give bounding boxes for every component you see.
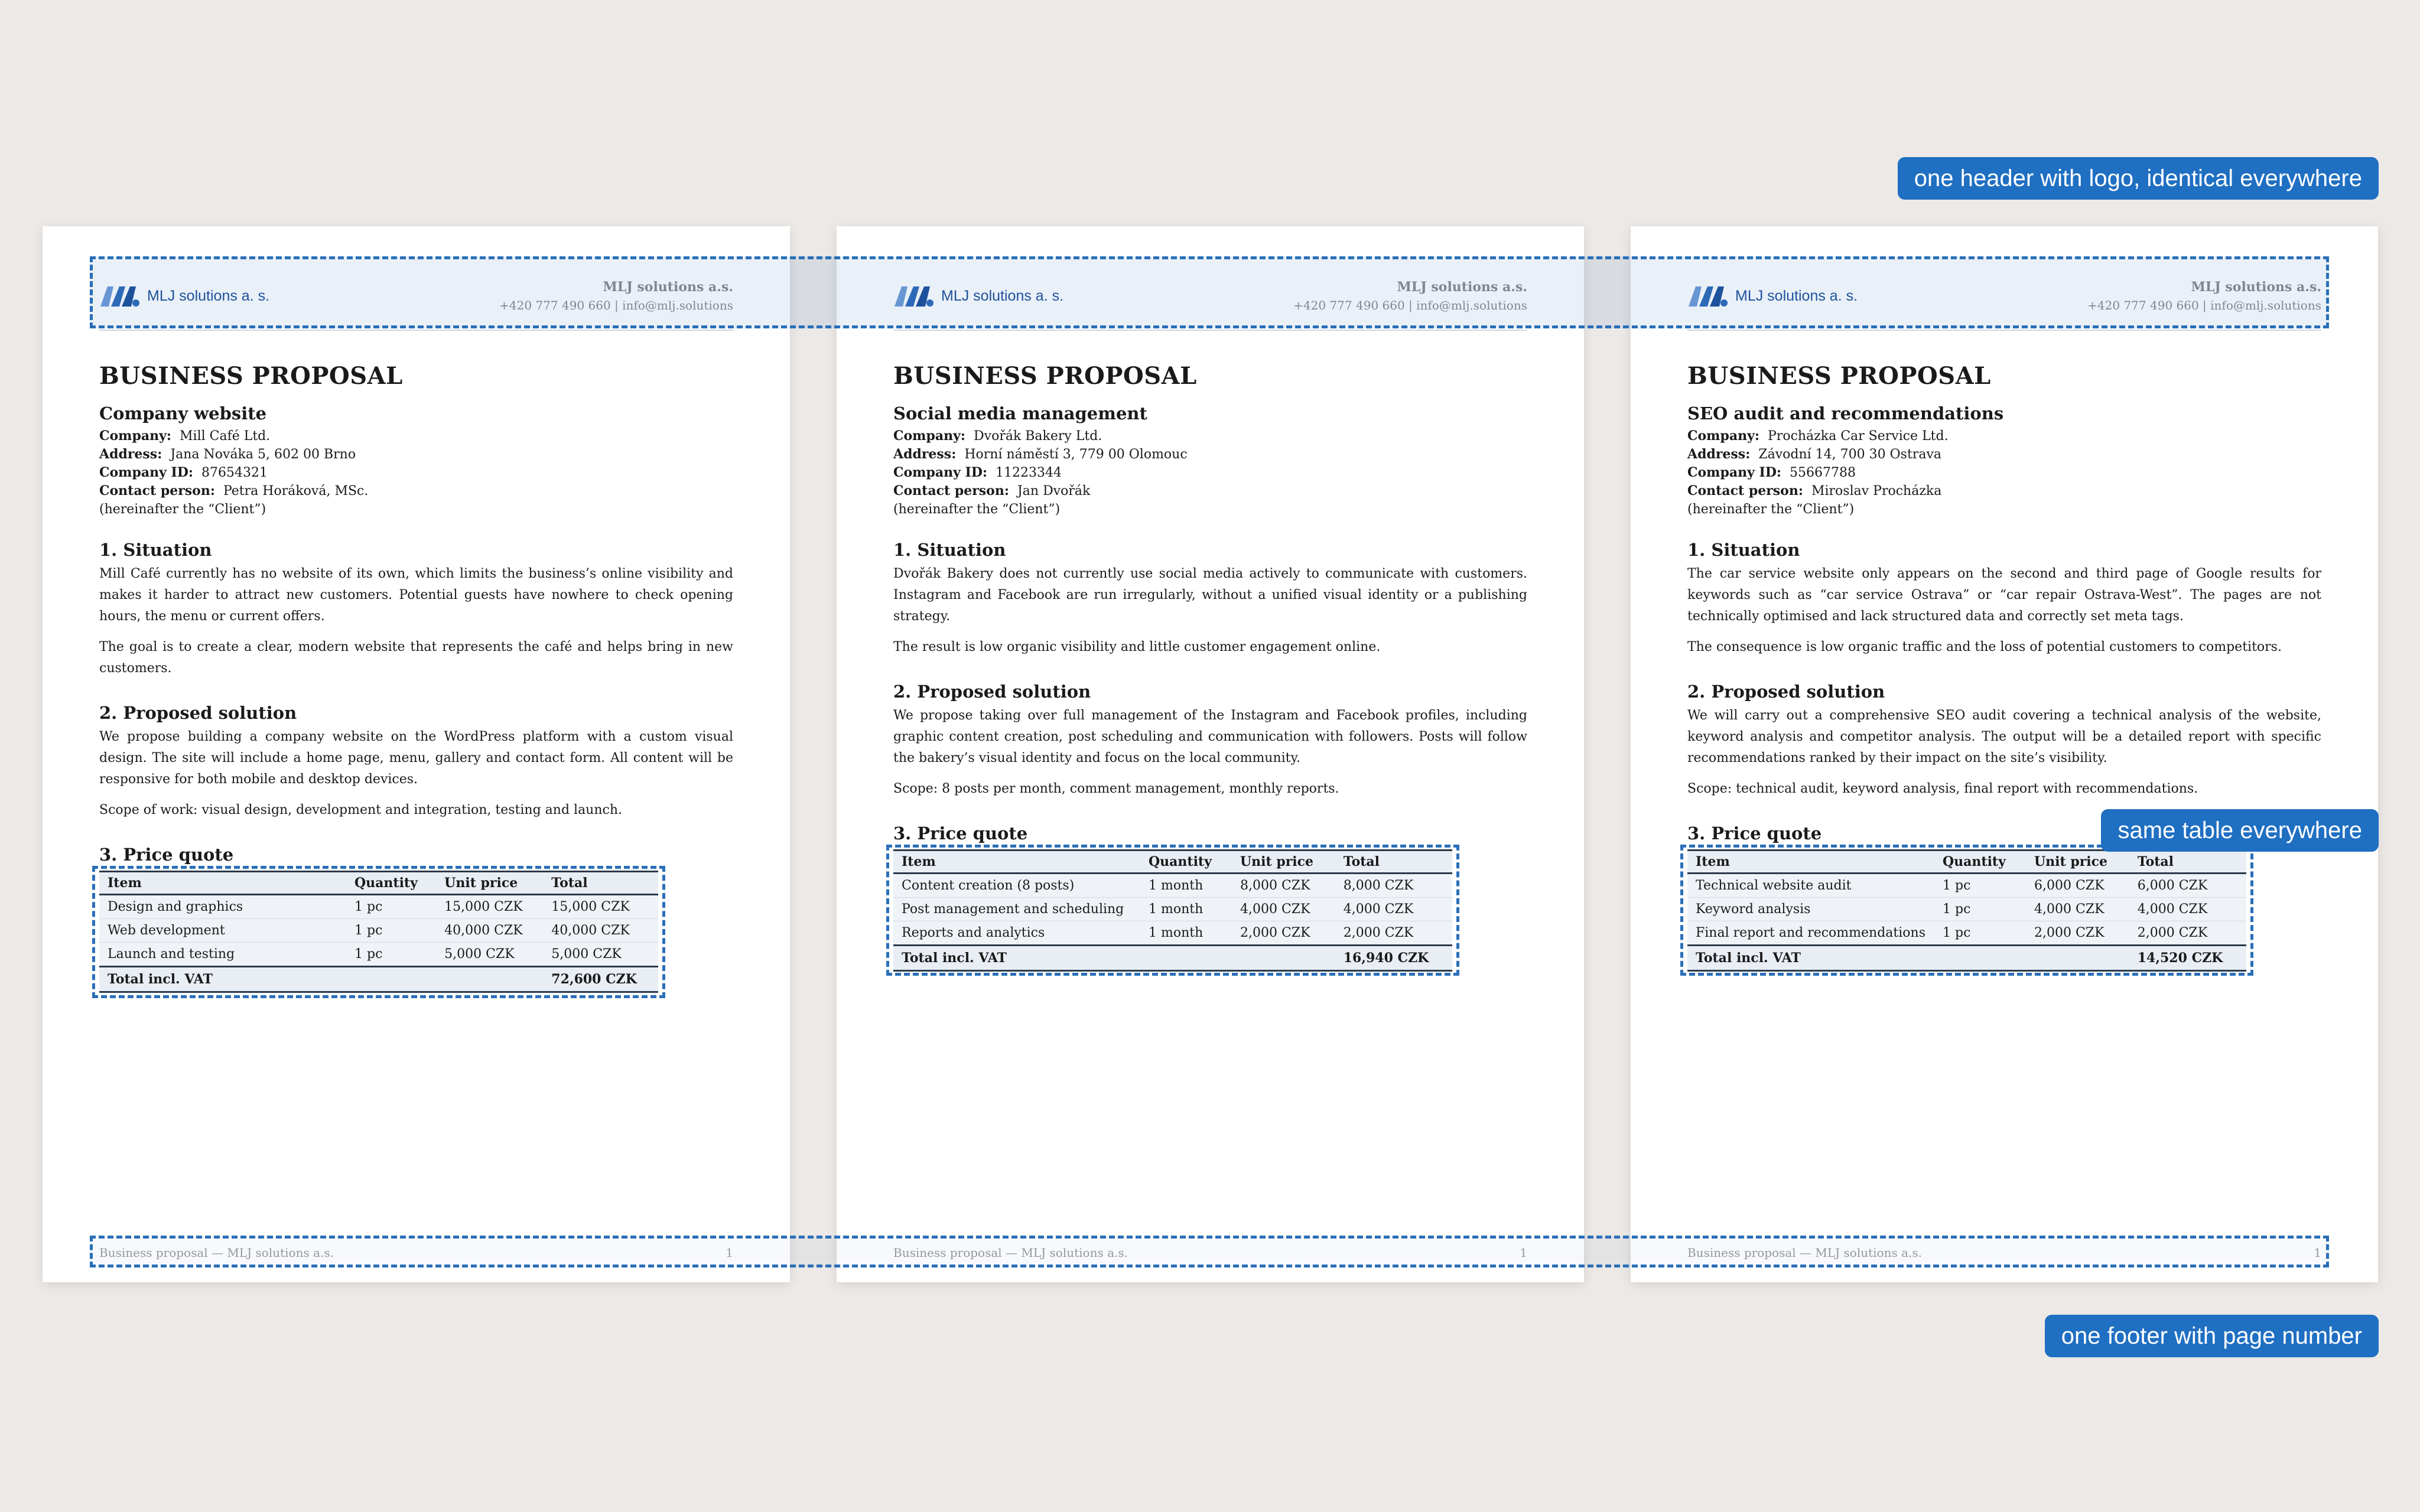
section-situation-heading: 1. Situation bbox=[893, 540, 1006, 560]
situation-paragraph: Dvořák Bakery does not currently use social media actively to communicate with customers. Instagram and Facebook are run irregularly, without a unified visual identity or a publishing strategy. bbox=[893, 566, 1527, 624]
col-total: Total bbox=[1335, 850, 1452, 874]
header-divider bbox=[1687, 330, 2321, 331]
proposal-page-1 bbox=[43, 226, 790, 1282]
section-solution-heading: 2. Proposed solution bbox=[1687, 682, 1885, 702]
row-item: Keyword analysis bbox=[1687, 898, 1934, 921]
company-label: Company: bbox=[99, 428, 171, 444]
row-unit-price: 2,000 CZK bbox=[1232, 921, 1335, 946]
row-total: 2,000 CZK bbox=[1335, 921, 1452, 946]
client-details bbox=[1687, 427, 2321, 519]
table-highlight-1 bbox=[92, 866, 665, 998]
row-item: Web development bbox=[99, 919, 346, 943]
row-item: Content creation (8 posts) bbox=[893, 874, 1140, 898]
client-address: Horní náměstí 3, 779 00 Olomouc bbox=[964, 447, 1188, 462]
footer-highlight-band bbox=[90, 1236, 2329, 1267]
row-quantity: 1 pc bbox=[1934, 898, 2026, 921]
col-quantity: Quantity bbox=[1934, 850, 2026, 874]
solution-paragraph: Scope: technical audit, keyword analysis, final report with recommendations. bbox=[1687, 781, 2198, 796]
header-contact: +420 777 490 660 | info@mlj.solutions bbox=[1293, 298, 1527, 312]
row-unit-price: 4,000 CZK bbox=[2026, 898, 2129, 921]
header-contact: +420 777 490 660 | info@mlj.solutions bbox=[2087, 298, 2321, 312]
total-label: Total incl. VAT bbox=[1687, 946, 1934, 971]
hereinafter-note: (hereinafter the “Client”) bbox=[893, 502, 1061, 517]
row-quantity: 1 pc bbox=[346, 943, 436, 967]
row-total: 6,000 CZK bbox=[2129, 874, 2246, 898]
situation-paragraph: The goal is to create a clear, modern website that represents the café and helps bring in new customers. bbox=[99, 640, 733, 676]
row-item: Final report and recommendations bbox=[1687, 921, 1934, 946]
proposal-subject: Company website bbox=[99, 403, 267, 423]
section-situation-heading: 1. Situation bbox=[99, 540, 212, 560]
document-title: BUSINESS PROPOSAL bbox=[893, 362, 1197, 390]
company-label: Company: bbox=[893, 428, 965, 444]
col-unit-price: Unit price bbox=[2026, 850, 2129, 874]
row-quantity: 1 pc bbox=[346, 919, 436, 943]
row-quantity: 1 pc bbox=[1934, 921, 2026, 946]
hereinafter-note: (hereinafter the “Client”) bbox=[1687, 502, 1855, 517]
address-label: Address: bbox=[893, 447, 957, 462]
row-quantity: 1 month bbox=[1140, 898, 1232, 921]
col-unit-price: Unit price bbox=[436, 872, 543, 895]
client-address: Závodní 14, 700 30 Ostrava bbox=[1758, 447, 1941, 462]
col-quantity: Quantity bbox=[1140, 850, 1232, 874]
col-item: Item bbox=[893, 850, 1140, 874]
logo-text: MLJ solutions a. s. bbox=[1735, 288, 1858, 304]
client-details bbox=[893, 427, 1527, 519]
situation-paragraph: Mill Café currently has no website of its own, which limits the business’s online visibility and makes it harder to attract new customers. Potential guests have nowhere to check opening hours, the menu or current offers. bbox=[99, 566, 733, 624]
situation-paragraph: The car service website only appears on the second and third page of Google results for keywords such as “car service Ostrava” or “car repair Ostrava-West”. The pages are not technically optimised and lack structured data and correctly set meta tags. bbox=[1687, 566, 2321, 624]
row-total: 2,000 CZK bbox=[2129, 921, 2246, 946]
proposal-page-2 bbox=[837, 226, 1584, 1282]
grand-total: 72,600 CZK bbox=[543, 967, 658, 992]
company-id-label: Company ID: bbox=[893, 465, 988, 480]
row-quantity: 1 pc bbox=[346, 895, 436, 919]
header-contact: +420 777 490 660 | info@mlj.solutions bbox=[499, 298, 733, 312]
row-unit-price: 5,000 CZK bbox=[436, 943, 543, 967]
logo-text: MLJ solutions a. s. bbox=[147, 288, 270, 304]
row-total: 8,000 CZK bbox=[1335, 874, 1452, 898]
client-company-id: 87654321 bbox=[201, 465, 268, 480]
solution-paragraph: We propose building a company website on the WordPress platform with a custom visual design. The site will include a home page, menu, gallery and contact form. All content will be responsive for both mobile and desktop devices. bbox=[99, 729, 733, 787]
callout-header: one header with logo, identical everywhere bbox=[1898, 157, 2379, 200]
row-quantity: 1 month bbox=[1140, 921, 1232, 946]
grand-total: 14,520 CZK bbox=[2129, 946, 2246, 971]
grand-total: 16,940 CZK bbox=[1335, 946, 1452, 971]
solution-paragraph: Scope: 8 posts per month, comment management, monthly reports. bbox=[893, 781, 1339, 796]
header-divider bbox=[99, 330, 733, 331]
footer-text: Business proposal — MLJ solutions a.s. bbox=[99, 1246, 334, 1260]
col-total: Total bbox=[2129, 850, 2246, 874]
address-label: Address: bbox=[99, 447, 162, 462]
solution-paragraph: We propose taking over full management of the Instagram and Facebook profiles, including graphic content creation, post scheduling and communication with followers. Posts will follow the bakery’s visual identity and focus on the local community. bbox=[893, 708, 1527, 765]
footer-page-number: 1 bbox=[726, 1246, 733, 1260]
callout-table: same table everywhere bbox=[2101, 809, 2379, 852]
hereinafter-note: (hereinafter the “Client”) bbox=[99, 502, 266, 517]
client-address: Jana Nováka 5, 602 00 Brno bbox=[170, 447, 356, 462]
section-situation-heading: 1. Situation bbox=[1687, 540, 1800, 560]
header-company: MLJ solutions a.s. bbox=[603, 279, 733, 295]
client-company: Mill Café Ltd. bbox=[180, 429, 271, 444]
row-total: 4,000 CZK bbox=[2129, 898, 2246, 921]
total-label: Total incl. VAT bbox=[99, 967, 346, 992]
proposal-page-3 bbox=[1631, 226, 2378, 1282]
header-company: MLJ solutions a.s. bbox=[2191, 279, 2321, 295]
footer-text: Business proposal — MLJ solutions a.s. bbox=[893, 1246, 1128, 1260]
row-unit-price: 15,000 CZK bbox=[436, 895, 543, 919]
row-quantity: 1 month bbox=[1140, 874, 1232, 898]
row-quantity: 1 pc bbox=[1934, 874, 2026, 898]
row-item: Launch and testing bbox=[99, 943, 346, 967]
col-unit-price: Unit price bbox=[1232, 850, 1335, 874]
section-price-heading: 3. Price quote bbox=[893, 823, 1028, 843]
client-company: Dvořák Bakery Ltd. bbox=[974, 429, 1102, 444]
row-item: Reports and analytics bbox=[893, 921, 1140, 946]
header-divider bbox=[893, 330, 1527, 331]
header-highlight-band bbox=[90, 256, 2329, 328]
table-highlight-2 bbox=[886, 845, 1459, 976]
row-total: 4,000 CZK bbox=[1335, 898, 1452, 921]
client-contact-person: Miroslav Procházka bbox=[1811, 484, 1942, 498]
row-total: 40,000 CZK bbox=[543, 919, 658, 943]
solution-paragraph: We will carry out a comprehensive SEO audit covering a technical analysis of the website, keyword analysis and competitor analysis. The output will be a detailed report with specific recommendations ranked by their impact on the site’s visibility. bbox=[1687, 708, 2321, 765]
contact-person-label: Contact person: bbox=[893, 483, 1009, 498]
contact-person-label: Contact person: bbox=[1687, 483, 1803, 498]
footer-page-number: 1 bbox=[1520, 1246, 1527, 1260]
client-company-id: 55667788 bbox=[1790, 465, 1856, 480]
company-id-label: Company ID: bbox=[99, 465, 194, 480]
row-unit-price: 2,000 CZK bbox=[2026, 921, 2129, 946]
document-title: BUSINESS PROPOSAL bbox=[1687, 362, 1991, 390]
row-unit-price: 4,000 CZK bbox=[1232, 898, 1335, 921]
situation-paragraph: The consequence is low organic traffic and the loss of potential customers to competitors. bbox=[1687, 640, 2282, 654]
solution-paragraph: Scope of work: visual design, development and integration, testing and launch. bbox=[99, 803, 623, 817]
total-label: Total incl. VAT bbox=[893, 946, 1140, 971]
col-total: Total bbox=[543, 872, 658, 895]
contact-person-label: Contact person: bbox=[99, 483, 215, 498]
proposal-subject: Social media management bbox=[893, 403, 1147, 423]
table-highlight-3 bbox=[1680, 845, 2253, 976]
col-item: Item bbox=[1687, 850, 1934, 874]
address-label: Address: bbox=[1687, 447, 1751, 462]
client-contact-person: Jan Dvořák bbox=[1017, 484, 1091, 498]
client-company-id: 11223344 bbox=[996, 465, 1062, 480]
row-unit-price: 8,000 CZK bbox=[1232, 874, 1335, 898]
section-price-heading: 3. Price quote bbox=[99, 845, 234, 865]
section-price-heading: 3. Price quote bbox=[1687, 823, 1822, 843]
section-solution-heading: 2. Proposed solution bbox=[893, 682, 1091, 702]
col-quantity: Quantity bbox=[346, 872, 436, 895]
logo-text: MLJ solutions a. s. bbox=[941, 288, 1064, 304]
company-id-label: Company ID: bbox=[1687, 465, 1782, 480]
callout-footer: one footer with page number bbox=[2045, 1315, 2379, 1357]
row-total: 5,000 CZK bbox=[543, 943, 658, 967]
proposal-subject: SEO audit and recommendations bbox=[1687, 403, 2004, 423]
client-details bbox=[99, 427, 733, 519]
section-solution-heading: 2. Proposed solution bbox=[99, 703, 297, 723]
client-contact-person: Petra Horáková, MSc. bbox=[223, 484, 369, 498]
footer-page-number: 1 bbox=[2314, 1246, 2321, 1260]
col-item: Item bbox=[99, 872, 346, 895]
situation-paragraph: The result is low organic visibility and little customer engagement online. bbox=[893, 640, 1381, 654]
row-item: Design and graphics bbox=[99, 895, 346, 919]
footer-text: Business proposal — MLJ solutions a.s. bbox=[1687, 1246, 1922, 1260]
row-unit-price: 6,000 CZK bbox=[2026, 874, 2129, 898]
row-total: 15,000 CZK bbox=[543, 895, 658, 919]
row-unit-price: 40,000 CZK bbox=[436, 919, 543, 943]
client-company: Procházka Car Service Ltd. bbox=[1768, 429, 1949, 444]
header-company: MLJ solutions a.s. bbox=[1397, 279, 1527, 295]
row-item: Technical website audit bbox=[1687, 874, 1934, 898]
document-title: BUSINESS PROPOSAL bbox=[99, 362, 403, 390]
company-label: Company: bbox=[1687, 428, 1759, 444]
row-item: Post management and scheduling bbox=[893, 898, 1140, 921]
